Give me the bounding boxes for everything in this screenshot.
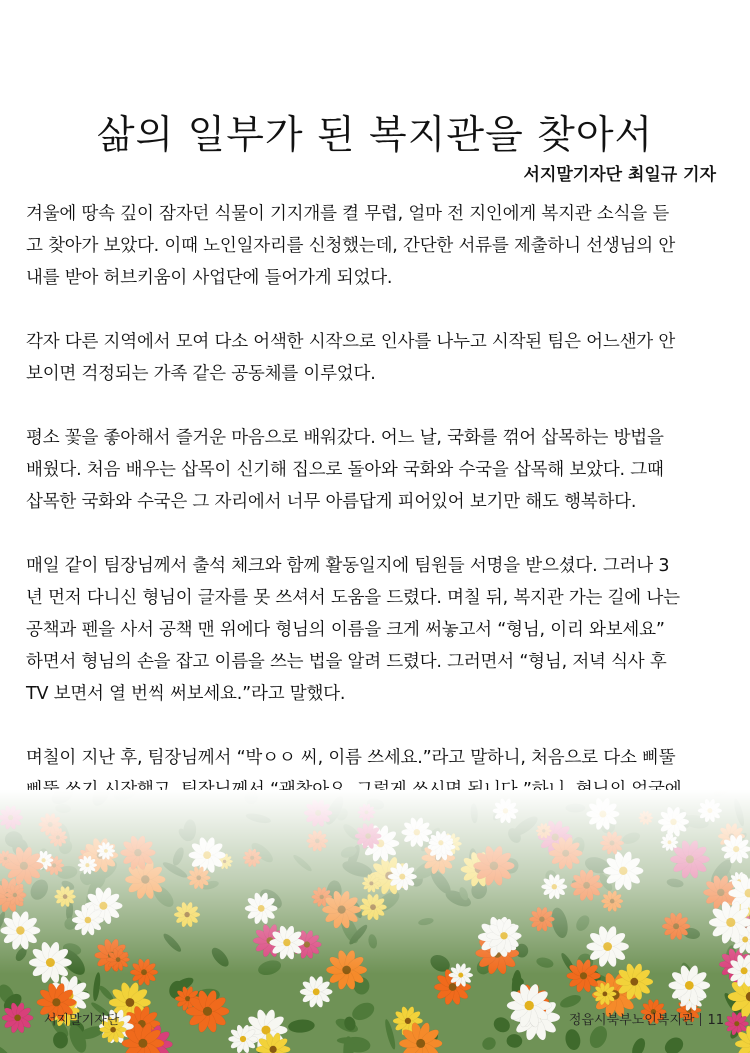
text-line: 배웠다. 처음 배우는 삽목이 신기해 집으로 돌아와 국화와 수국을 삽목해 보았다. 그때 xyxy=(26,460,664,480)
paragraph-2 xyxy=(26,326,726,390)
footer-org-page xyxy=(569,1009,724,1028)
paragraph-1 xyxy=(26,198,726,294)
text-line: 평소 꽃을 좋아해서 즐거운 마음으로 배워갔다. 어느 날, 국화를 꺾어 삽목하는 방법을 xyxy=(26,428,664,448)
article-body xyxy=(26,198,726,870)
paragraph-4 xyxy=(26,550,726,710)
text-line: 며칠이 지난 후, 팀장님께서 “박ㅇㅇ 씨, 이름 쓰세요.”라고 말하니, 처음으로 다소 삐뚤 xyxy=(26,748,676,768)
text-line: TV 보면서 열 번씩 써보세요.”라고 말했다. xyxy=(26,684,346,704)
text-line: 겨울에 땅속 깊이 잠자던 식물이 기지개를 켤 무렵, 얼마 전 지인에게 복지관 소식을 듣 xyxy=(26,204,670,224)
text-line: 년 먼저 다니신 형님이 글자를 못 쓰셔서 도움을 드렸다. 며칠 뒤, 복지관 가는 길에 나는 xyxy=(26,588,680,608)
text-line: 삽목한 국화와 수국은 그 자리에서 너무 아름답게 피어있어 보기만 해도 행복하다. xyxy=(26,492,637,512)
text-line: 매일 같이 팀장님께서 출석 체크와 함께 활동일지에 팀원들 서명을 받으셨다. 그러나 3 xyxy=(26,556,670,576)
article-title: 삶의 일부가 된 복지관을 찾아서 xyxy=(96,113,654,159)
text-line: 공책과 펜을 사서 공책 맨 위에다 형님의 이름을 크게 써놓고서 “형님, 이리 와보세요” xyxy=(26,620,665,640)
page-number: 11 xyxy=(707,1013,724,1028)
text-line: 보이면 걱정되는 가족 같은 공동체를 이루었다. xyxy=(26,364,376,384)
text-line: 하면서 형님의 손을 잡고 이름을 쓰는 법을 알려 드렸다. 그러면서 “형님, 저녁 식사 후 xyxy=(26,652,667,672)
paragraph-3 xyxy=(26,422,726,518)
footer-org-name: 정읍시북부노인복지관 xyxy=(568,1013,695,1028)
text-line: 각자 다른 지역에서 모여 다소 어색한 시작으로 인사를 나누고 시작된 팀은 어느샌가 안 xyxy=(26,332,676,352)
text-line: 고 찾아가 보았다. 이때 노인일자리를 신청했는데, 간단한 서류를 제출하니 선생님의 안 xyxy=(26,236,676,256)
footer-separator xyxy=(700,1013,701,1026)
article-byline: 서지말기자단 최일규 기자 xyxy=(523,165,716,185)
footer-publisher: 서지말기자단 xyxy=(44,1013,120,1028)
text-line: 내를 받아 허브키움이 사업단에 들어가게 되었다. xyxy=(26,268,393,288)
